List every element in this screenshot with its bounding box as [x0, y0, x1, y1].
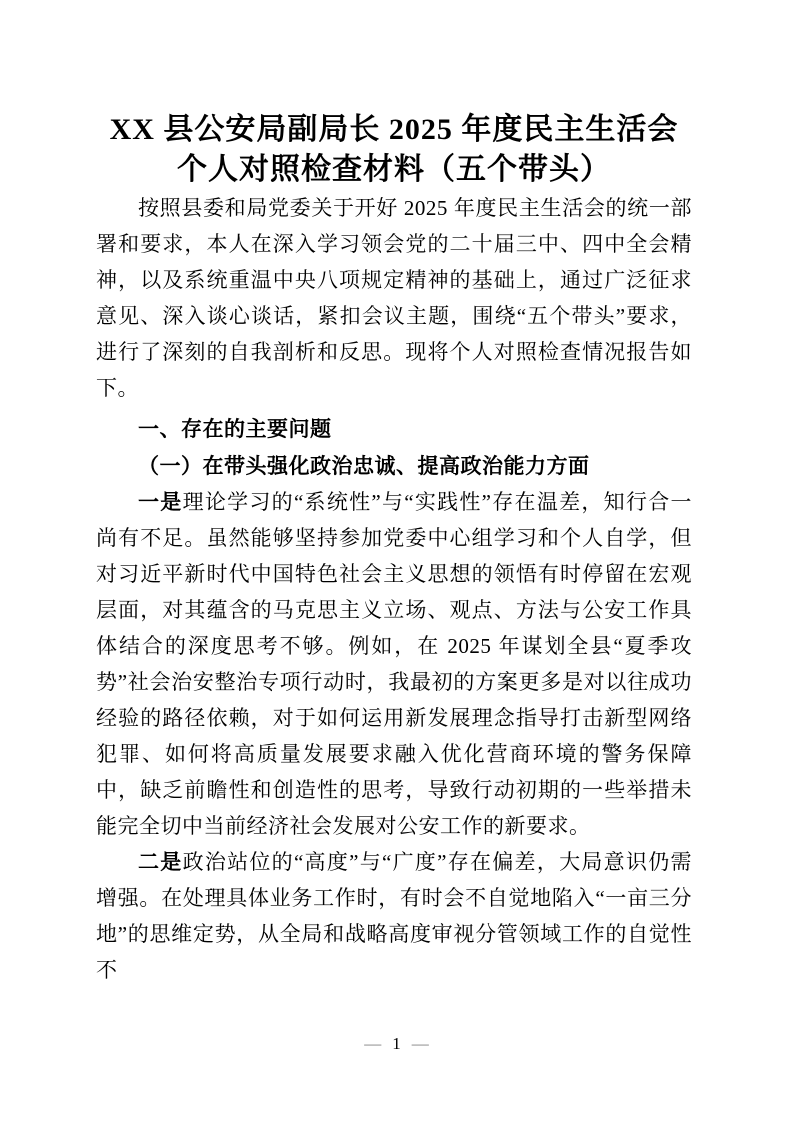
subsection-heading-political-loyalty: （一）在带头强化政治忠诚、提高政治能力方面	[138, 454, 590, 478]
intro-paragraph: 按照县委和局党委关于开好 2025 年度民主生活会的统一部署和要求，本人在深入学习领会党的二十届三中、四中全会精神，以及系统重温中央八项规定精神的基础上，通过广泛征求意见、深入谈心谈话，紧扣会议主题，围绕“五个带头”要求，进行了深刻的自我剖析和反思。现将个人对照检查情况报告如下。	[96, 196, 692, 400]
title-line-2: 个人对照检查材料（五个带头）	[177, 153, 611, 186]
item-2-lead: 二是	[138, 850, 183, 874]
page-footer	[0, 1032, 793, 1056]
paragraph-item-2	[96, 844, 692, 988]
footer-dash-left: —	[364, 1034, 382, 1053]
item-1-lead: 一是	[138, 490, 183, 514]
item-2-text: 政治站位的“高度”与“广度”存在偏差，大局意识仍需增强。在处理具体业务工作时，有时会不自觉地陷入“一亩三分地”的思维定势，从全局和战略高度审视分管领域工作的自觉性不	[96, 850, 692, 982]
page-number: 1	[392, 1034, 401, 1053]
title-line-1: XX 县公安局副局长 2025 年度民主生活会	[109, 113, 679, 146]
document-title	[96, 110, 692, 190]
item-1-text: 理论学习的“系统性”与“实践性”存在温差，知行合一尚有不足。虽然能够坚持参加党委中心组学习和个人自学，但对习近平新时代中国特色社会主义思想的领悟有时停留在宏观层面，对其蕴含的马克思主义立场、观点、方法与公安工作具体结合的深度思考不够。例如，在 2025 年谋划全县“夏季攻势”社会治安整治专项行动时，我最初的方案更多是对以往成功经验的路径依赖，对于如何运用新发展理念指导打击新型网络犯罪、如何将高质量发展要求融入优化营商环境的警务保障中，缺乏前瞻性和创造性的思考，导致行动初期的一些举措未能完全切中当前经济社会发展对公安工作的新要求。	[96, 490, 692, 838]
footer-dash-right: —	[411, 1034, 429, 1053]
paragraph-item-1	[96, 484, 692, 844]
document-content	[96, 110, 692, 988]
section-heading-problems: 一、存在的主要问题	[138, 418, 332, 441]
